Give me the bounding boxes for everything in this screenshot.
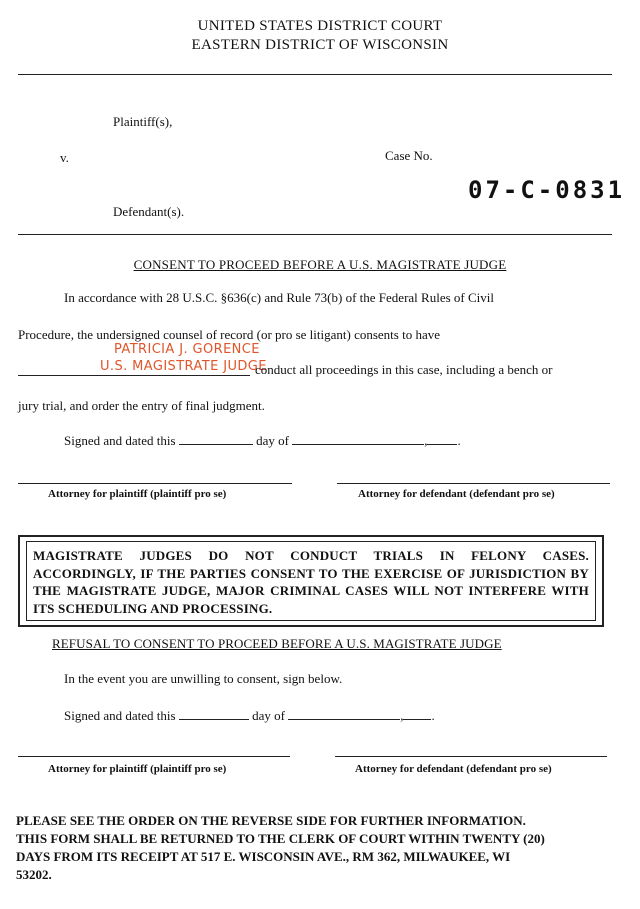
day-blank[interactable] xyxy=(179,432,253,445)
footer-line-4: 53202. xyxy=(16,867,52,882)
footer-line-2: THIS FORM SHALL BE RETURNED TO THE CLERK OF COURT WITHIN TWENTY (20) xyxy=(16,831,545,846)
signed-prefix: Signed and dated this xyxy=(64,433,176,448)
felony-notice-text: MAGISTRATE JUDGES DO NOT CONDUCT TRIALS IN FELONY CASES. ACCORDINGLY, IF THE PARTIES CONSENT TO THE EXERCISE OF JURISDICTION BY THE MAGISTRATE JUDGE, MAJOR CRIMINAL CASES WILL NOT INTERFERE WITH ITS SCHEDULING AND PROCESSING. xyxy=(26,541,596,621)
judge-name-stamp: PATRICIA J. GORENCE xyxy=(114,342,260,357)
consent-title: CONSENT TO PROCEED BEFORE A U.S. MAGISTRATE JUDGE xyxy=(133,257,507,272)
header-rule xyxy=(18,74,612,75)
plaintiff-refusal-signature-label: Attorney for plaintiff (plaintiff pro se) xyxy=(48,763,227,775)
footer-line-1: PLEASE SEE THE ORDER ON THE REVERSE SIDE FOR FURTHER INFORMATION. xyxy=(16,813,526,828)
defendant-refusal-signature-label: Attorney for defendant (defendant pro se) xyxy=(355,763,552,775)
case-no-label: Case No. xyxy=(385,148,433,163)
month-blank[interactable] xyxy=(292,432,424,445)
felony-notice-box xyxy=(18,535,604,627)
footer-notice xyxy=(16,812,626,884)
magistrate-blank-line xyxy=(18,375,250,376)
district-name: EASTERN DISTRICT OF WISCONSIN xyxy=(191,37,449,53)
judge-title-stamp: U.S. MAGISTRATE JUDGE xyxy=(100,359,267,374)
day-of-label: day of xyxy=(256,433,289,448)
day-blank[interactable] xyxy=(179,707,249,720)
versus-label: v. xyxy=(60,150,69,165)
case-number: 07-C-0831 xyxy=(468,176,626,204)
consent-paragraph-line-4: jury trial, and order the entry of final judgment. xyxy=(18,398,265,413)
consent-paragraph-line-3: conduct all proceedings in this case, including a bench or xyxy=(255,362,553,377)
year-blank[interactable] xyxy=(403,707,431,720)
defendant-signature-label: Attorney for defendant (defendant pro se) xyxy=(358,488,555,500)
signed-prefix: Signed and dated this xyxy=(64,708,176,723)
refusal-title: REFUSAL TO CONSENT TO PROCEED BEFORE A U.S. MAGISTRATE JUDGE xyxy=(52,636,502,651)
caption-rule xyxy=(18,234,612,235)
consent-signed-line: Signed and dated this day of , . xyxy=(64,433,461,448)
consent-paragraph-line-1: In accordance with 28 U.S.C. §636(c) and Rule 73(b) of the Federal Rules of Civil xyxy=(64,290,494,305)
footer-line-3: DAYS FROM ITS RECEIPT AT 517 E. WISCONSIN AVE., RM 362, MILWAUKEE, WI xyxy=(16,849,511,864)
plaintiff-refusal-signature-line[interactable] xyxy=(18,756,290,757)
defendant-signature-line[interactable] xyxy=(337,483,610,484)
defendant-label: Defendant(s). xyxy=(113,204,185,219)
defendant-refusal-signature-line[interactable] xyxy=(335,756,607,757)
court-name: UNITED STATES DISTRICT COURT xyxy=(197,18,443,34)
plaintiff-label: Plaintiff(s), xyxy=(113,114,173,129)
refusal-instruction: In the event you are unwilling to consent, sign below. xyxy=(64,671,343,686)
consent-paragraph-line-2: Procedure, the undersigned counsel of record (or pro se litigant) consents to have xyxy=(18,327,441,342)
month-blank[interactable] xyxy=(288,707,400,720)
plaintiff-signature-line[interactable] xyxy=(18,483,292,484)
plaintiff-signature-label: Attorney for plaintiff (plaintiff pro se) xyxy=(48,488,227,500)
year-blank[interactable] xyxy=(427,432,457,445)
refusal-signed-line: Signed and dated this day of , . xyxy=(64,708,435,723)
day-of-label: day of xyxy=(252,708,285,723)
